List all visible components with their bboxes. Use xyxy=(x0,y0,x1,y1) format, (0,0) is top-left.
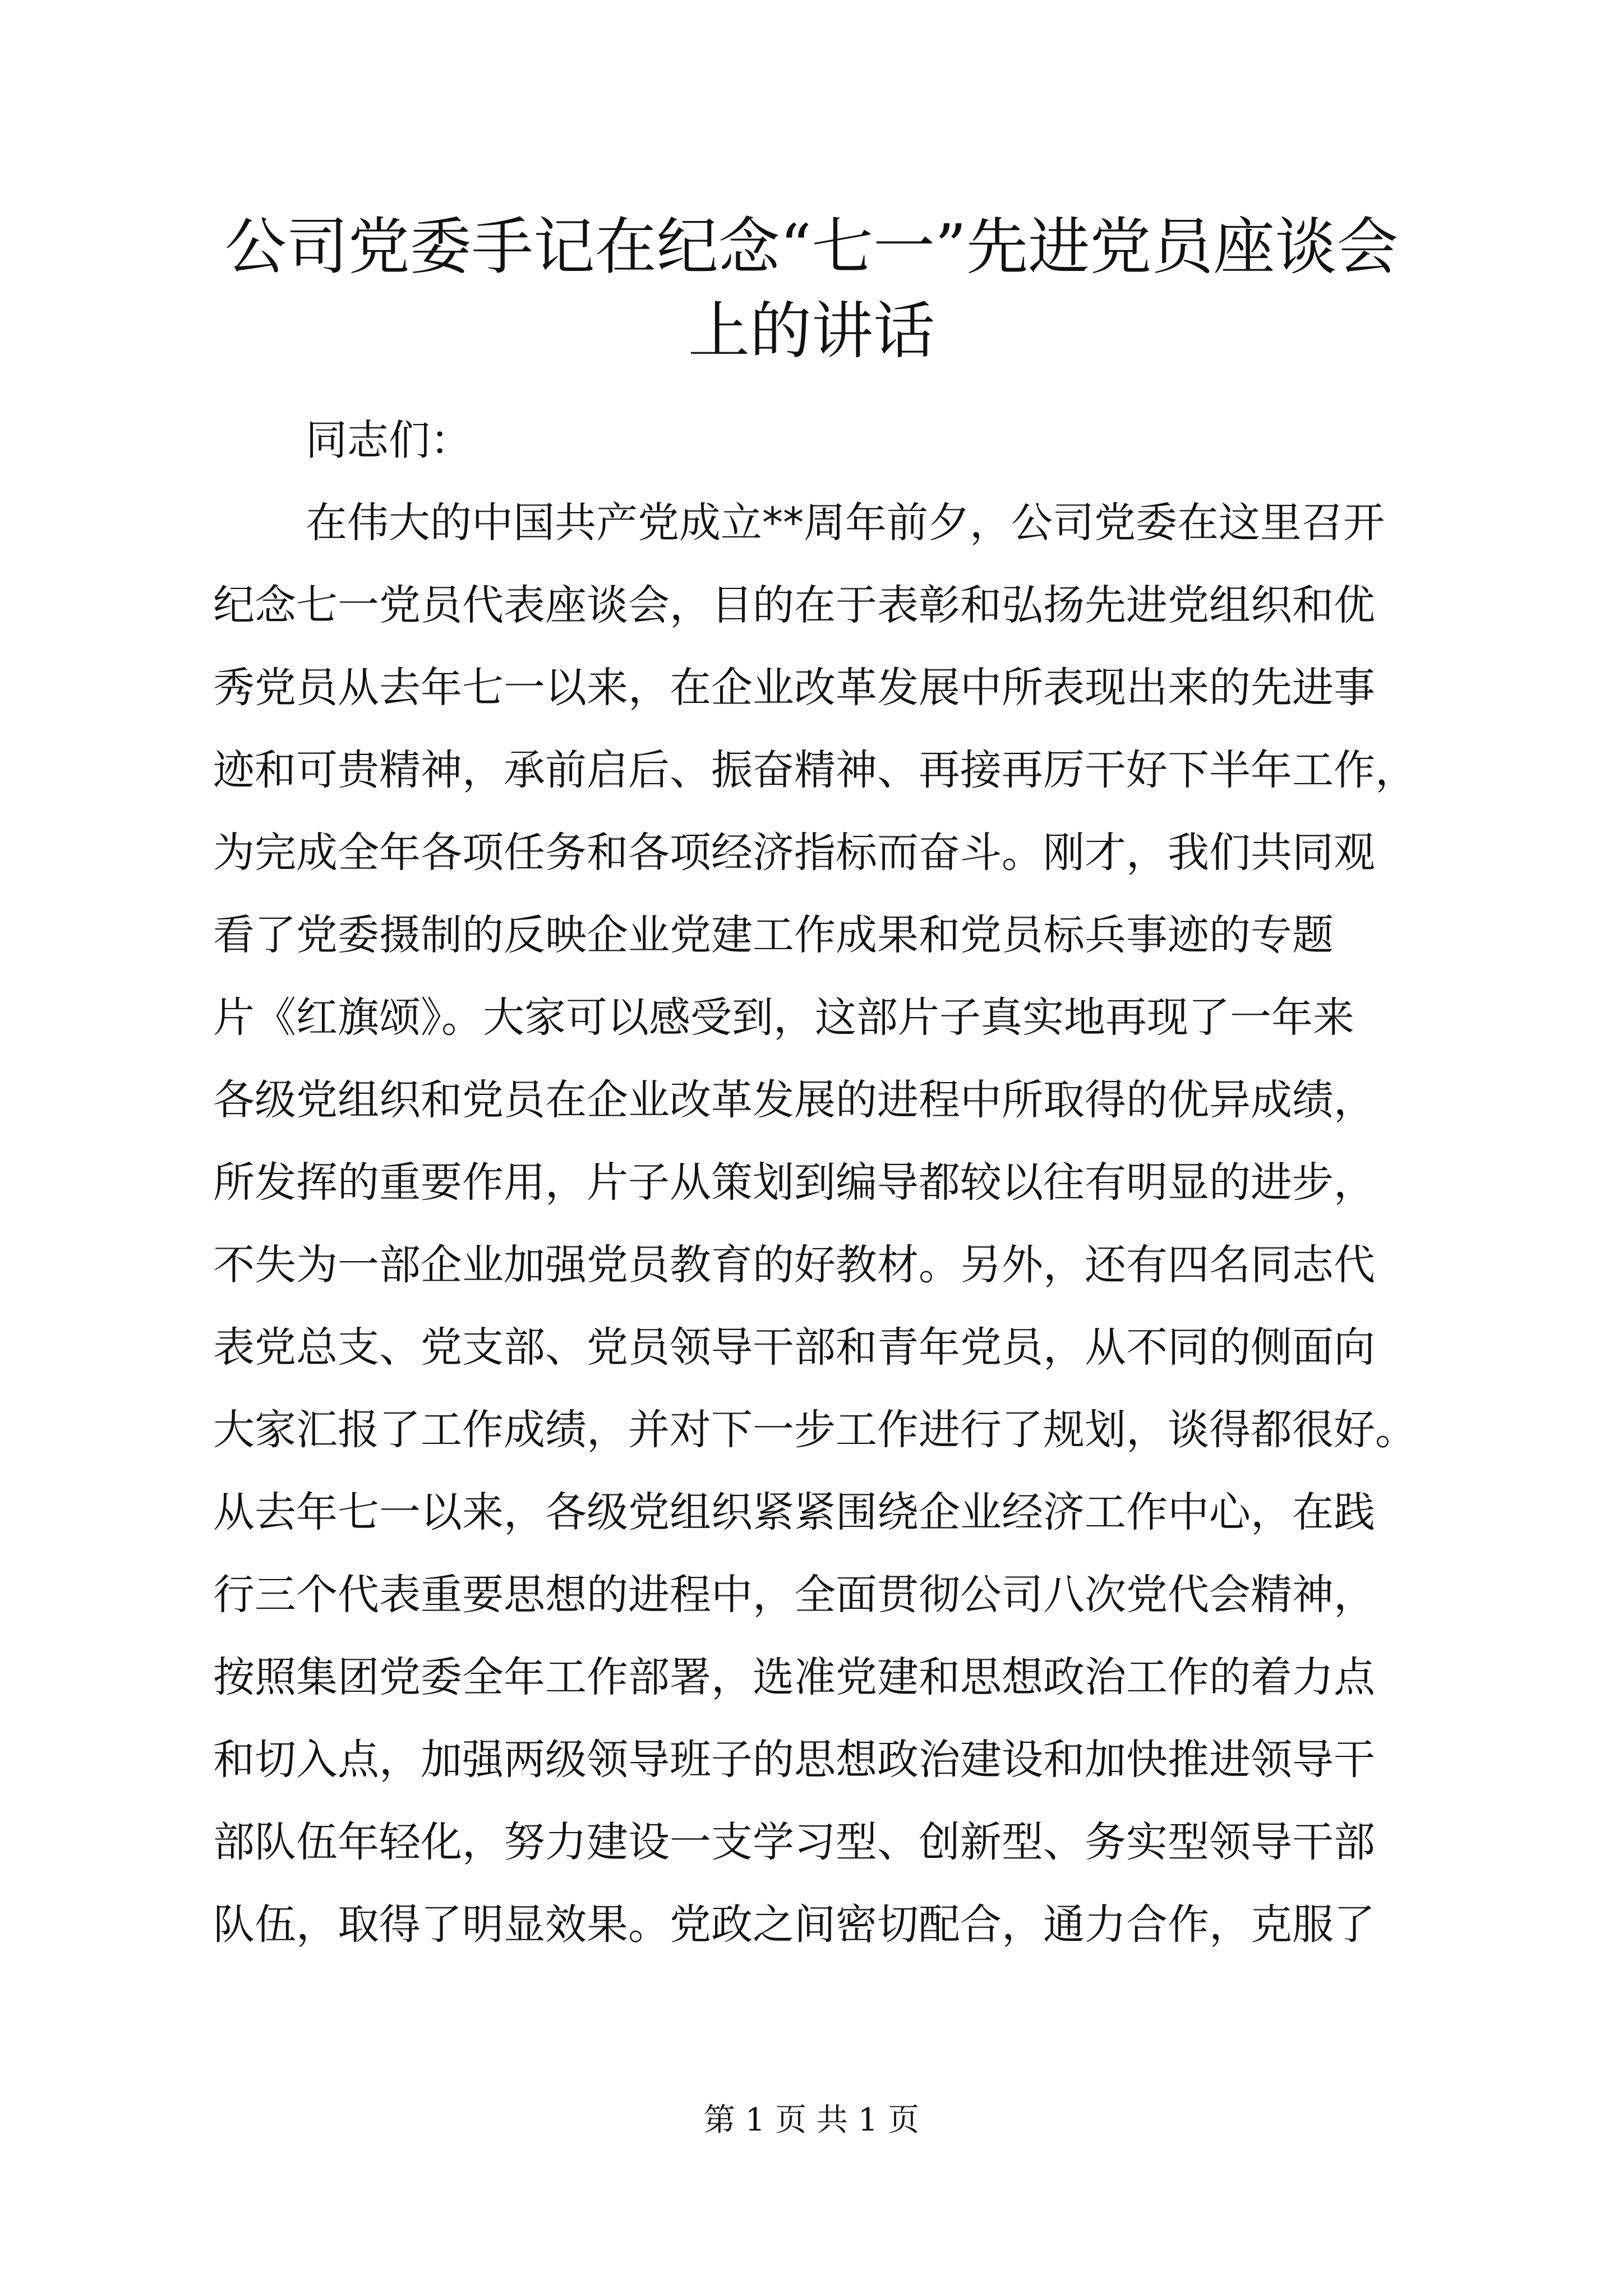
paragraph-line: 按照集团党委全年工作部署，选准党建和思想政治工作的着力点 xyxy=(213,1653,1375,1701)
paragraph-line: 表党总支、党支部、党员领导干部和青年党员，从不同的侧面向 xyxy=(213,1323,1375,1372)
paragraph-line: 和切入点，加强两级领导班子的思想政治建设和加快推进领导干 xyxy=(213,1736,1375,1784)
document-title-line-2: 上的讲话 xyxy=(688,295,935,367)
paragraph-line: 纪念七一党员代表座谈会，目的在于表彰和弘扬先进党组织和优 xyxy=(213,581,1375,629)
paragraph-line: 在伟大的中国共产党成立**周年前夕，公司党委在这里召开 xyxy=(306,499,1385,547)
paragraph-line: 迹和可贵精神，承前启后、振奋精神、再接再厉干好下半年工作， xyxy=(213,746,1417,794)
paragraph-line: 不失为一部企业加强党员教育的好教材。另外，还有四名同志代 xyxy=(213,1241,1375,1289)
salutation: 同志们： xyxy=(306,416,472,464)
document-title-line-1: 公司党委手记在纪念“七一”先进党员座谈会 xyxy=(224,211,1399,283)
paragraph-line: 各级党组织和党员在企业改革发展的进程中所取得的优异成绩， xyxy=(213,1076,1375,1124)
paragraph-line: 所发挥的重要作用，片子从策划到编导都较以往有明显的进步， xyxy=(213,1158,1375,1207)
page-footer: 第 1 页 共 1 页 xyxy=(703,2102,920,2138)
paragraph-line: 秀党员从去年七一以来，在企业改革发展中所表现出来的先进事 xyxy=(213,664,1375,712)
paragraph-line: 从去年七一以来，各级党组织紧紧围绕企业经济工作中心，在践 xyxy=(213,1488,1375,1536)
paragraph-line: 看了党委摄制的反映企业党建工作成果和党员标兵事迹的专题 xyxy=(213,911,1334,959)
paragraph-line: 片《红旗颂》。大家可以感受到，这部片子真实地再现了一年来 xyxy=(213,993,1354,1042)
paragraph-line: 队伍，取得了明显效果。党政之间密切配合，通力合作，克服了 xyxy=(213,1901,1375,1949)
paragraph-line: 部队伍年轻化，努力建设一支学习型、创新型、务实型领导干部 xyxy=(213,1818,1375,1866)
paragraph-line: 为完成全年各项任务和各项经济指标而奋斗。刚才，我们共同观 xyxy=(213,829,1375,877)
paragraph-line: 行三个代表重要思想的进程中，全面贯彻公司八次党代会精神， xyxy=(213,1571,1375,1619)
paragraph-line: 大家汇报了工作成绩，并对下一步工作进行了规划，谈得都很好。 xyxy=(213,1406,1417,1454)
